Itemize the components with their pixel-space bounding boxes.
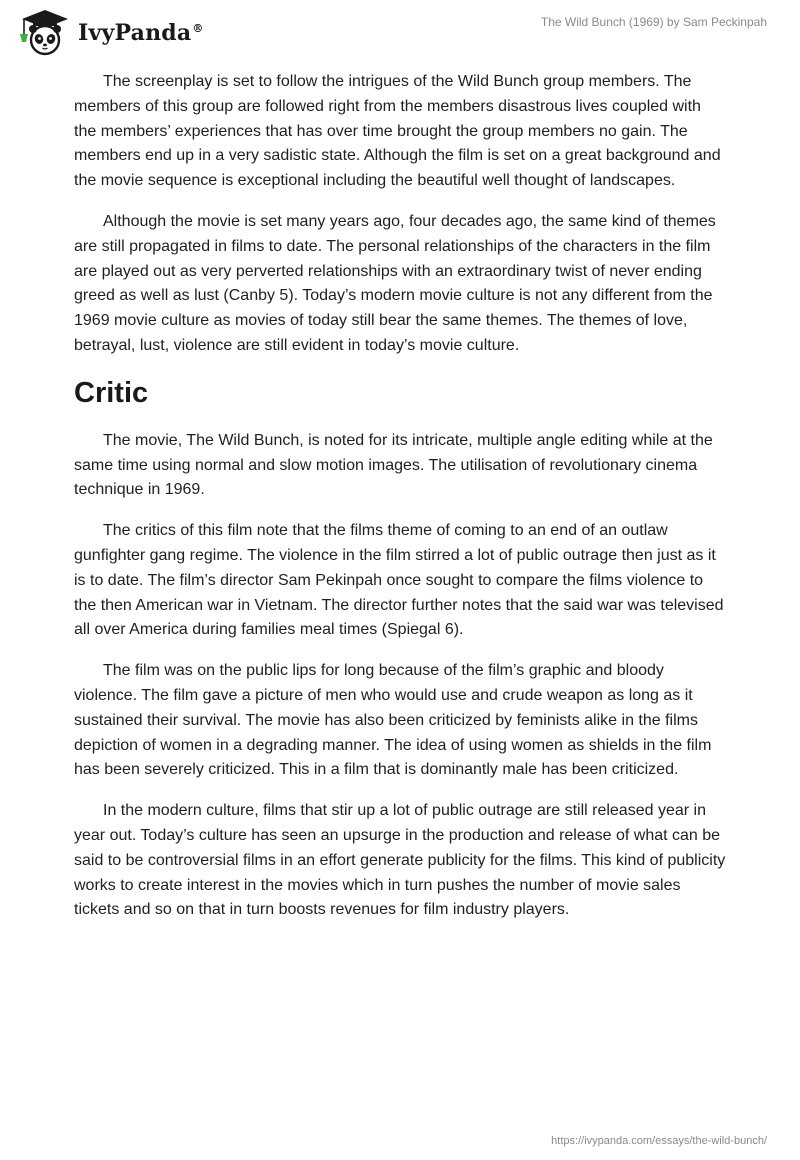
- ivypanda-logo[interactable]: [16, 8, 204, 58]
- paragraph: The movie, The Wild Bunch, is noted for its intricate, multiple angle editing while at the same time using normal and slow motion images. The utilisation of revolutionary cinema technique in 1969.: [74, 431, 713, 499]
- essay-content: [74, 70, 726, 939]
- paragraph: In the modern culture, films that stir up a lot of public outrage are still released year in year out. Today’s culture has seen an upsurge in the production and release of what can be said to be controversial films in an effort generate publicity for the films. This kind of publicity works to create interest in the movies which in turn pushes the number of movie sales tickets and so on that in turn boosts revenues for film industry players.: [74, 802, 726, 919]
- paragraph: The film was on the public lips for long because of the film’s graphic and bloody violence. The film gave a picture of men who would use and crude weapon as long as it sustained their survival. The movie has also been criticized by feminists alike in the films depiction of women in a degrading manner. The idea of using women as shields in the film has been severely criticized. This in a film that is dominantly male has been criticized.: [74, 662, 712, 779]
- panda-graduate-icon: [16, 8, 74, 58]
- paragraph: The screenplay is set to follow the intrigues of the Wild Bunch group members. The members of this group are followed right from the members disastrous lives coupled with the members’ experiences that has over time brought the group members no gain. The members end up in a very sadistic state. Although the film is set on a great background and the movie sequence is exceptional including the beautiful well thought of landscapes.: [74, 73, 721, 190]
- page-header: [0, 0, 800, 60]
- document-title: The Wild Bunch (1969) by Sam Peckinpah: [540, 15, 767, 29]
- section-heading-critic: Critic: [74, 376, 149, 409]
- paragraph: Although the movie is set many years ago, four decades ago, the same kind of themes are still propagated in films to date. The personal relationships of the characters in the film are played out as very perverted relationships with an extraordinary twist of never ending greed as well as lust (Canby 5). Today’s modern movie culture is not any different from the 1969 movie culture as movies of today still bear the same themes. The themes of love, betrayal, lust, violence are still evident in today’s movie culture.: [74, 212, 716, 354]
- source-url-link[interactable]: https://ivypanda.com/essays/the-wild-bunch/: [551, 1135, 767, 1147]
- paragraph: The critics of this film note that the films theme of coming to an end of an outlaw gunfighter gang regime. The violence in the film stirred a lot of public outrage then just as it is to date. The film’s director Sam Pekinpah once sought to compare the films violence to the then American war in Vietnam. The director further notes that the said war was televised all over America during families meal times (Spiegal 6).: [74, 522, 724, 639]
- brand-name: IvyPanda®: [78, 20, 204, 46]
